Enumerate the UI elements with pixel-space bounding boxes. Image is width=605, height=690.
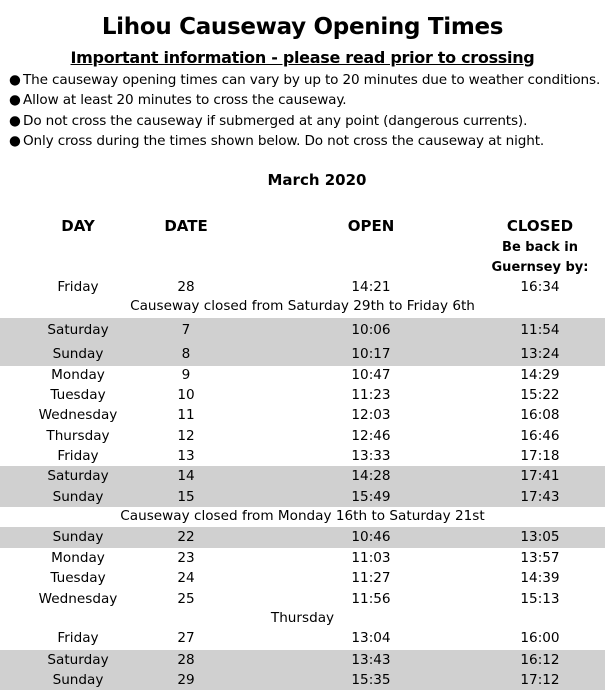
day-cell: Sunday — [52, 489, 104, 505]
day-cell: Saturday — [47, 322, 109, 338]
open-time-cell: 10:06 — [351, 322, 391, 338]
date-cell: 23 — [177, 550, 195, 566]
closed-time-cell: 14:29 — [520, 367, 560, 383]
date-cell: 25 — [177, 591, 195, 607]
day-cell: Saturday — [47, 468, 109, 484]
column-header-closed-subtitle — [490, 238, 590, 278]
date-cell: 7 — [181, 322, 191, 338]
date-cell: 9 — [181, 367, 191, 383]
open-time-cell: 10:46 — [351, 529, 391, 545]
closure-note: Causeway closed from Saturday 29th to Friday 6th — [130, 298, 475, 314]
date-cell: 27 — [177, 630, 195, 646]
closed-time-cell: 11:54 — [520, 322, 560, 338]
closed-time-cell: 14:39 — [520, 570, 560, 586]
info-bullet-item — [9, 111, 605, 131]
table-row — [0, 549, 605, 569]
day-cell: Thursday — [46, 428, 110, 444]
date-cell: 12 — [177, 428, 195, 444]
day-cell: Wednesday — [38, 407, 118, 423]
open-time-cell: 10:47 — [351, 367, 391, 383]
bullet-icon: ● — [9, 72, 21, 88]
bullet-icon: ● — [9, 92, 21, 109]
table-row — [0, 487, 605, 507]
date-cell: 29 — [177, 672, 195, 688]
open-time-cell: 11:03 — [351, 550, 391, 566]
table-row — [0, 527, 605, 548]
open-time-cell: 12:03 — [351, 407, 391, 423]
open-time-cell: 15:35 — [351, 672, 391, 688]
day-cell: Monday — [51, 367, 105, 383]
open-time-cell: 12:46 — [351, 428, 391, 444]
closed-subtitle-line: Be back in — [502, 240, 578, 255]
date-cell: 10 — [177, 387, 195, 403]
date-cell: 11 — [177, 407, 195, 423]
info-bullet-item — [9, 131, 605, 151]
open-time-cell: 10:17 — [351, 346, 391, 362]
closed-time-cell: 17:18 — [520, 448, 560, 464]
date-cell: 14 — [177, 468, 195, 484]
table-row — [0, 386, 605, 406]
day-cell: Monday — [51, 550, 105, 566]
open-time-cell: 13:33 — [351, 448, 391, 464]
column-header-open: OPEN — [347, 217, 395, 235]
closed-time-cell: 13:24 — [520, 346, 560, 362]
closed-time-cell: 15:22 — [520, 387, 560, 403]
day-cell: Wednesday — [38, 591, 118, 607]
bullet-icon: ● — [9, 132, 21, 149]
table-row — [0, 366, 605, 386]
info-bullet-item — [9, 90, 605, 110]
bullet-text: The causeway opening times can vary by up to 20 minutes due to weather conditions. — [23, 72, 601, 88]
closed-time-cell: 16:00 — [520, 630, 560, 646]
date-cell: 13 — [177, 448, 195, 464]
date-cell: 28 — [177, 279, 195, 295]
column-header-date: DATE — [164, 217, 208, 235]
day-cell: Friday — [57, 279, 99, 295]
open-time-cell: 11:56 — [351, 591, 391, 607]
closed-time-cell: 17:41 — [520, 468, 560, 484]
closed-time-cell: 17:43 — [520, 489, 560, 505]
info-bullet-list — [9, 70, 605, 151]
open-time-cell: 15:49 — [351, 489, 391, 505]
table-row — [0, 447, 605, 466]
closed-time-cell: 13:05 — [520, 529, 560, 545]
bullet-icon: ● — [9, 112, 21, 129]
bullet-text: Do not cross the causeway if submerged at any point (dangerous currents). — [23, 112, 528, 129]
date-cell: 8 — [181, 346, 191, 362]
page-title: Lihou Causeway Opening Times — [101, 14, 504, 40]
open-time-cell: 14:28 — [351, 468, 391, 484]
date-cell: 24 — [177, 570, 195, 586]
column-header-closed: CLOSED — [506, 217, 574, 235]
month-heading: March 2020 — [267, 171, 367, 189]
closed-time-cell: 16:34 — [520, 279, 560, 295]
bullet-text: Only cross during the times shown below. Do not cross the causeway at night. — [23, 132, 545, 149]
day-cell: Friday — [57, 630, 99, 646]
closed-time-cell: 15:13 — [520, 591, 560, 607]
day-cell: Friday — [57, 448, 99, 464]
table-row — [0, 650, 605, 670]
table-row — [0, 427, 605, 447]
table-row — [0, 406, 605, 426]
closed-time-cell: 13:57 — [520, 550, 560, 566]
table-row — [0, 569, 605, 589]
day-cell: Saturday — [47, 652, 109, 668]
table-row — [0, 278, 605, 298]
info-bullet-item — [9, 70, 605, 90]
bullet-text: Allow at least 20 minutes to cross the causeway. — [23, 92, 347, 109]
date-cell: 28 — [177, 652, 195, 668]
table-row — [0, 629, 605, 649]
day-cell: Sunday — [52, 346, 104, 362]
closure-note: Causeway closed from Monday 16th to Saturday 21st — [120, 508, 485, 524]
table-row — [0, 318, 605, 343]
closed-time-cell: 16:46 — [520, 428, 560, 444]
closed-time-cell: 17:12 — [520, 672, 560, 688]
day-cell: Sunday — [52, 529, 104, 545]
open-time-cell: 14:21 — [351, 279, 391, 295]
closure-note: Thursday — [270, 610, 335, 626]
open-time-cell: 13:04 — [351, 630, 391, 646]
open-time-cell: 11:27 — [351, 570, 391, 586]
day-cell: Sunday — [52, 672, 104, 688]
day-cell: Tuesday — [50, 387, 106, 403]
important-info-heading: Important information - please read prior to crossing — [70, 48, 535, 67]
closed-time-cell: 16:12 — [520, 652, 560, 668]
open-time-cell: 13:43 — [351, 652, 391, 668]
closed-time-cell: 16:08 — [520, 407, 560, 423]
table-row — [0, 590, 605, 610]
table-row — [0, 670, 605, 690]
date-cell: 15 — [177, 489, 195, 505]
table-row — [0, 343, 605, 366]
open-time-cell: 11:23 — [351, 387, 391, 403]
column-header-day: DAY — [61, 217, 95, 235]
closed-subtitle-line: Guernsey by: — [491, 260, 589, 275]
day-cell: Tuesday — [50, 570, 106, 586]
date-cell: 22 — [177, 529, 195, 545]
table-row — [0, 466, 605, 487]
